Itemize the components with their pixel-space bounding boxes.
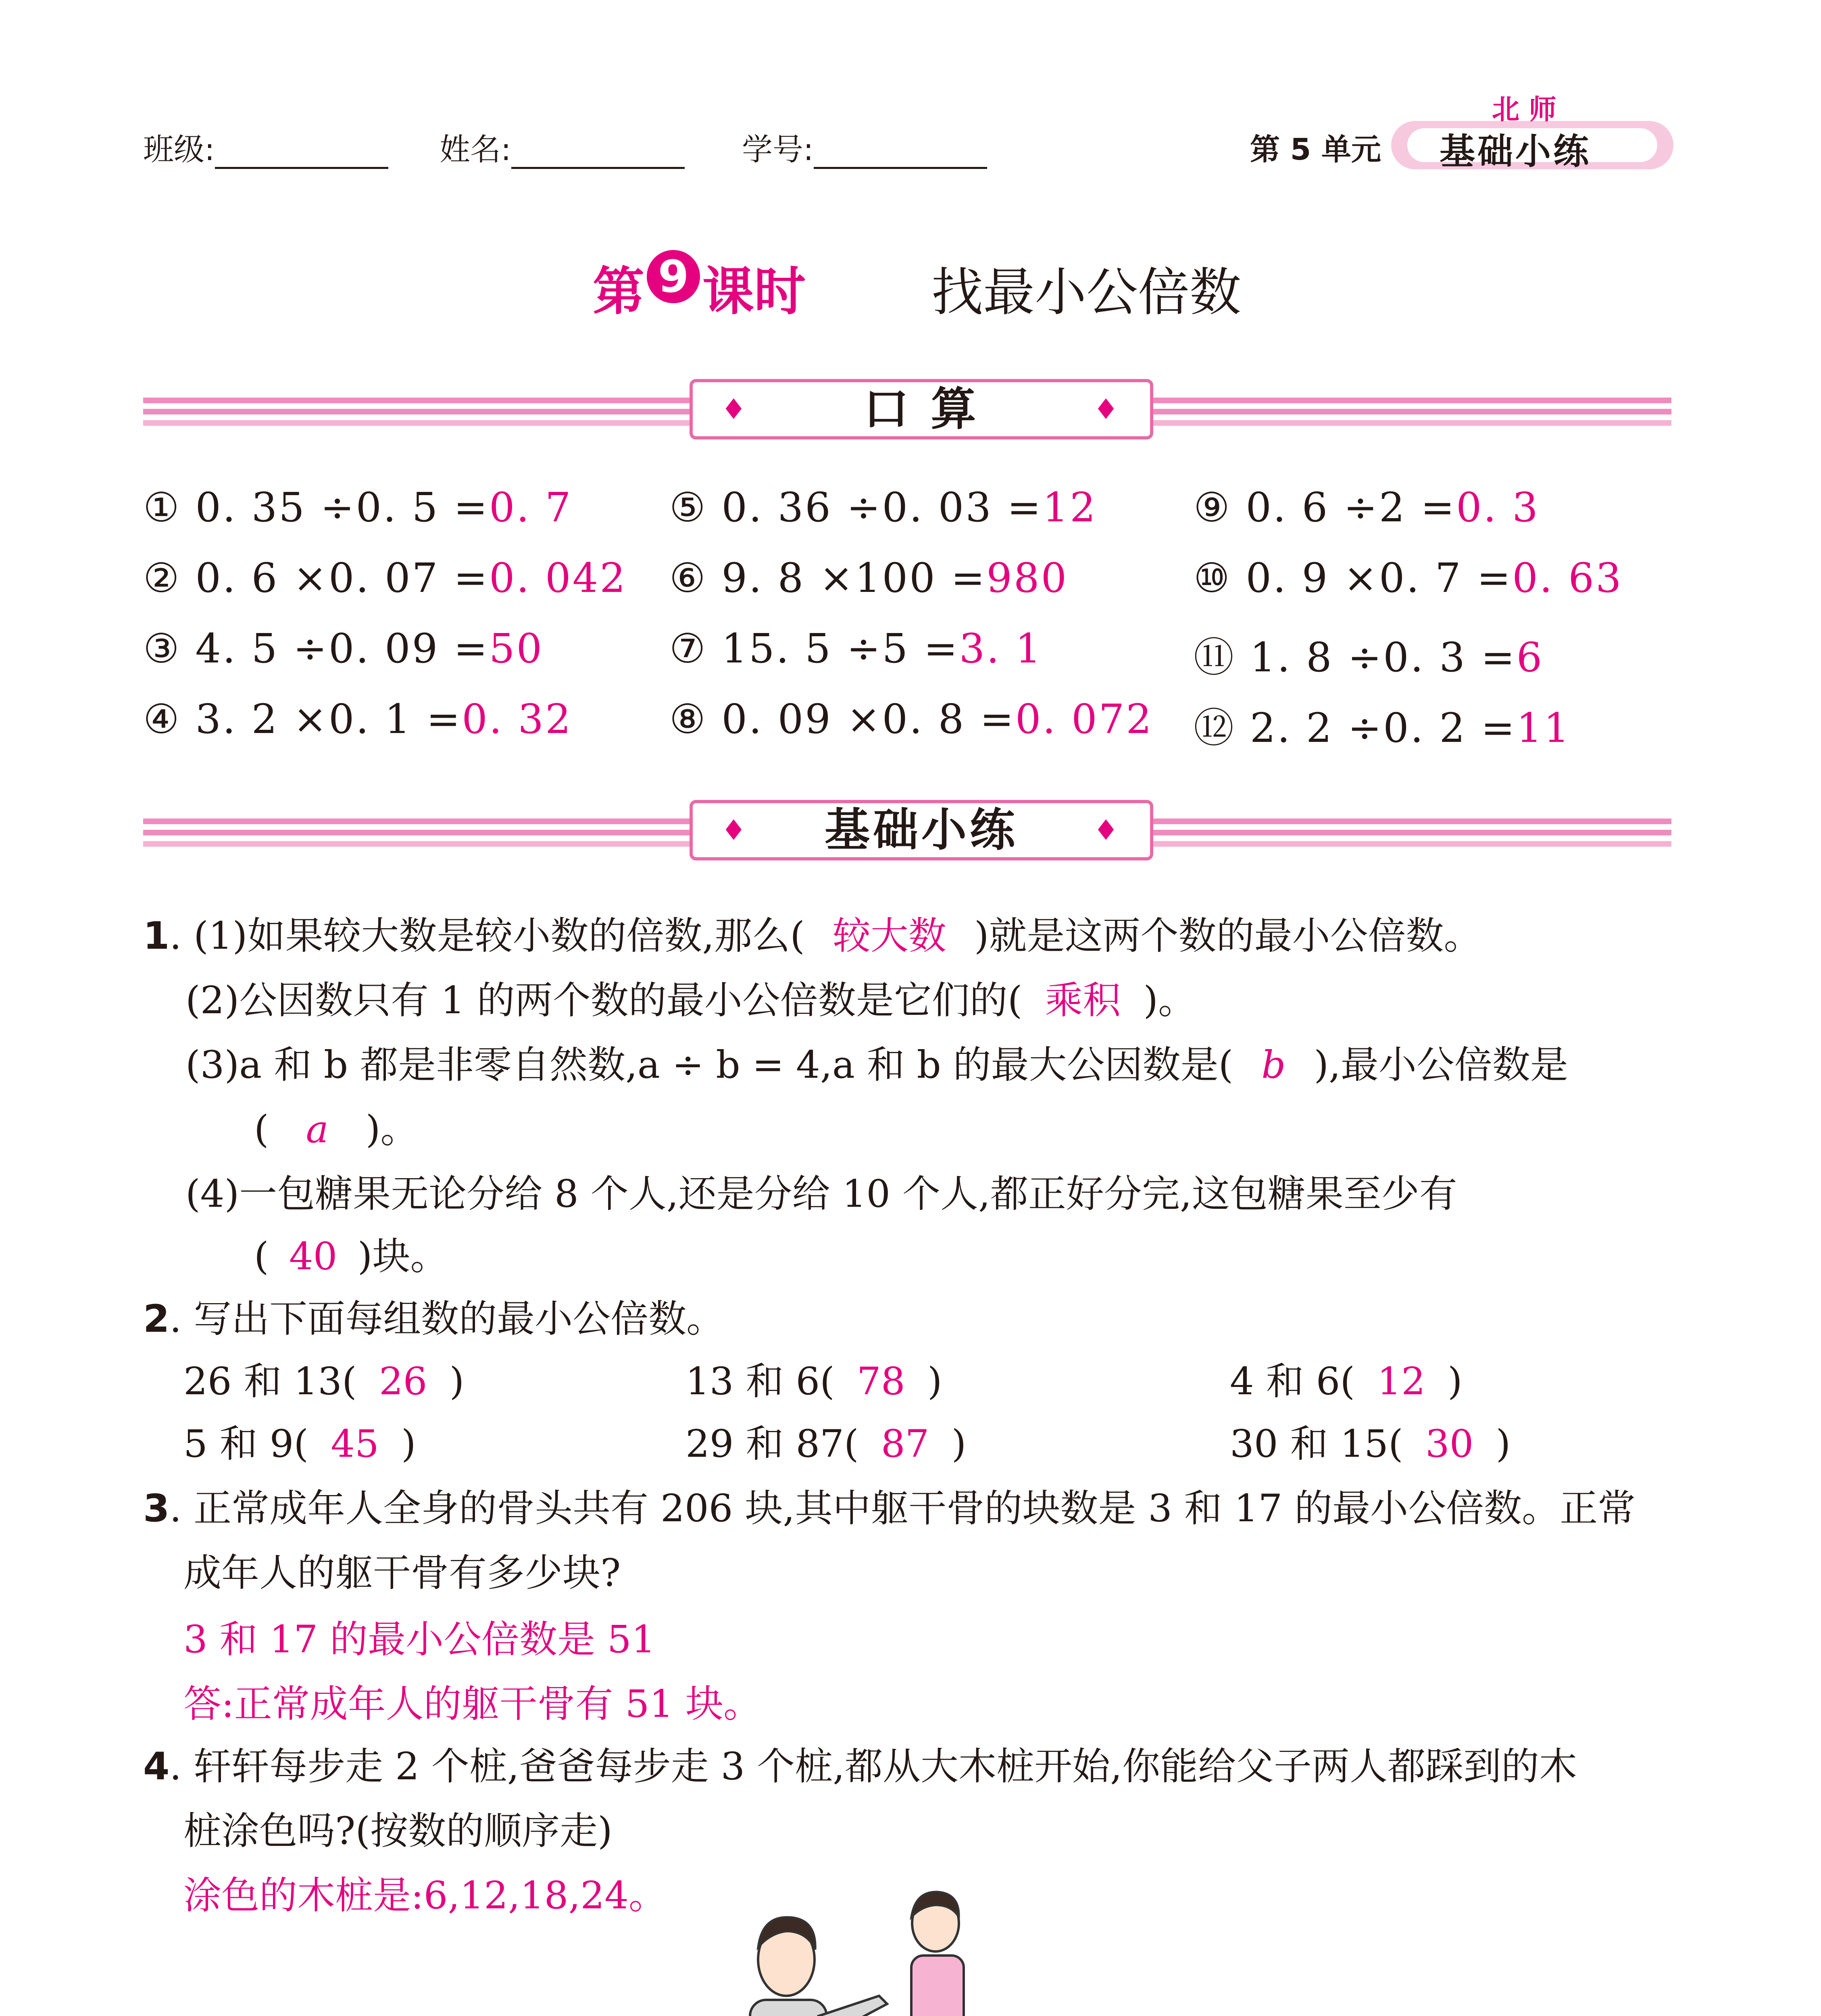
name-field (440, 125, 685, 169)
answer: 12 (1377, 1360, 1425, 1404)
answer: 0. 042 (489, 554, 627, 602)
q2-item: 29 和 87( 87 ) (685, 1422, 967, 1466)
section-heading: 口 算 (863, 383, 979, 435)
section-heading: 基础小练 (825, 804, 1018, 856)
answer: 78 (857, 1360, 905, 1404)
class-blank[interactable] (215, 139, 388, 169)
mental-item: ⑫ 2. 2 ÷0. 2 =11 (1194, 704, 1571, 752)
id-blank[interactable] (814, 139, 987, 169)
mental-item: ④ 3. 2 ×0. 1 =0. 32 (143, 696, 573, 743)
q2-item: 4 和 6( 12 ) (1230, 1360, 1463, 1404)
id-field (742, 125, 987, 169)
diamond-icon: ♦ (1093, 393, 1122, 426)
section-title-basic (690, 800, 1153, 860)
q1-part1: 1. (1)如果较大数是较小数的倍数,那么( 较大数 )就是这两个数的最小公倍数。 (143, 905, 1482, 960)
question-number: 4 (143, 1745, 170, 1789)
answer: 较大数 (832, 914, 946, 958)
id-label: 学号: (742, 131, 814, 167)
answer: 0. 32 (462, 696, 573, 743)
father-son-illustration (710, 1879, 1073, 2016)
diamond-icon: ♦ (721, 814, 750, 847)
q1-part3b: ( a )。 (254, 1108, 419, 1152)
mental-item: ③ 4. 5 ÷0. 09 =50 (143, 625, 544, 672)
q2-text: 2. 写出下面每组数的最小公倍数。 (143, 1297, 725, 1341)
q3-answer-1: 3 和 17 的最小公倍数是 51 (183, 1618, 656, 1662)
q1-part4: (4)一包糖果无论分给 8 个人,还是分给 10 个人,都正好分完,这包糖果至少有 (185, 1172, 1457, 1216)
name-blank[interactable] (511, 139, 685, 169)
answer: 11 (1516, 704, 1571, 752)
mental-item: ⑪ 1. 8 ÷0. 3 =6 (1194, 634, 1544, 681)
mental-item: ⑤ 0. 36 ÷0. 03 =12 (669, 484, 1097, 531)
answer: 40 (289, 1235, 338, 1279)
question-number: 3 (143, 1487, 170, 1531)
lesson-suffix: 课时 (702, 262, 806, 322)
answer: 50 (489, 625, 544, 672)
unit-label: 第 5 单元 (1250, 132, 1381, 167)
mental-item: ⑧ 0. 09 ×0. 8 =0. 072 (669, 696, 1153, 743)
q4-line1: 4. 轩轩每步走 2 个桩,爸爸每步走 3 个桩,都从大木桩开始,你能给父子两人都踩到的木 (143, 1745, 1577, 1789)
q3-answer-2: 答:正常成年人的躯干骨有 51 块。 (183, 1682, 762, 1726)
q2-item: 30 和 15( 30 ) (1230, 1422, 1511, 1466)
name-label: 姓名: (440, 131, 511, 167)
q2-item: 26 和 13( 26 ) (183, 1360, 465, 1404)
answer: 12 (1042, 484, 1097, 531)
mental-item: ⑦ 15. 5 ÷5 =3. 1 (669, 625, 1043, 672)
q1-part3: (3)a 和 b 都是非零自然数,a ÷ b = 4,a 和 b 的最大公因数是( b ),最小公倍数是 (185, 1043, 1568, 1087)
diamond-icon: ♦ (721, 393, 750, 426)
class-label: 班级: (143, 131, 215, 167)
answer: 45 (331, 1422, 379, 1466)
class-field (143, 125, 388, 169)
answer: 0. 072 (1015, 696, 1153, 743)
brand-title: 基础小练 (1440, 131, 1592, 172)
q1-part2: (2)公因数只有 1 的两个数的最小公倍数是它们的( 乘积 )。 (185, 970, 1196, 1024)
mental-item: ① 0. 35 ÷0. 5 =0. 7 (143, 484, 573, 531)
q3-line1: 3. 正常成年人全身的骨头共有 206 块,其中躯干骨的块数是 3 和 17 的最小公倍数。正常 (143, 1487, 1636, 1531)
diamond-icon: ♦ (1093, 814, 1122, 847)
mental-item: ② 0. 6 ×0. 07 =0. 042 (143, 554, 627, 602)
q2-item: 5 和 9( 45 ) (183, 1422, 416, 1466)
answer: 87 (881, 1422, 929, 1466)
q2-item: 13 和 6( 78 ) (685, 1360, 942, 1404)
answer: 0. 3 (1456, 484, 1540, 531)
father-figure (746, 1917, 887, 2016)
section-title-mental (690, 379, 1153, 439)
mental-item: ⑨ 0. 6 ÷2 =0. 3 (1194, 484, 1540, 531)
son-figure (903, 1892, 1000, 2016)
mental-item: ⑥ 9. 8 ×100 =980 (669, 554, 1069, 602)
brand-top: 北 师 (1492, 94, 1556, 126)
answer: 乘积 (1045, 979, 1121, 1023)
answer: 30 (1425, 1422, 1474, 1466)
question-number: 1 (143, 914, 170, 958)
lesson-number-badge: 9 (647, 250, 700, 303)
question-number: 2 (143, 1297, 170, 1341)
lesson-title: 找最小公倍数 (931, 262, 1242, 323)
answer: a (306, 1108, 329, 1152)
q4-line2: 桩涂色吗?(按数的顺序走) (183, 1809, 613, 1853)
answer: 0. 63 (1512, 554, 1623, 602)
answer: 3. 1 (959, 625, 1043, 672)
q1-part4b: ( 40 )块。 (254, 1235, 448, 1279)
q4-answer: 涂色的木桩是:6,12,18,24。 (183, 1874, 667, 1918)
lesson-label (593, 250, 806, 324)
mental-item: ⑩ 0. 9 ×0. 7 =0. 63 (1194, 554, 1623, 602)
lesson-prefix: 第 (593, 262, 645, 322)
answer: 980 (986, 554, 1069, 602)
answer: 6 (1516, 634, 1544, 681)
answer: b (1261, 1043, 1286, 1087)
q3-line2: 成年人的躯干骨有多少块? (183, 1551, 621, 1595)
answer: 26 (379, 1360, 427, 1404)
answer: 0. 7 (489, 484, 573, 531)
